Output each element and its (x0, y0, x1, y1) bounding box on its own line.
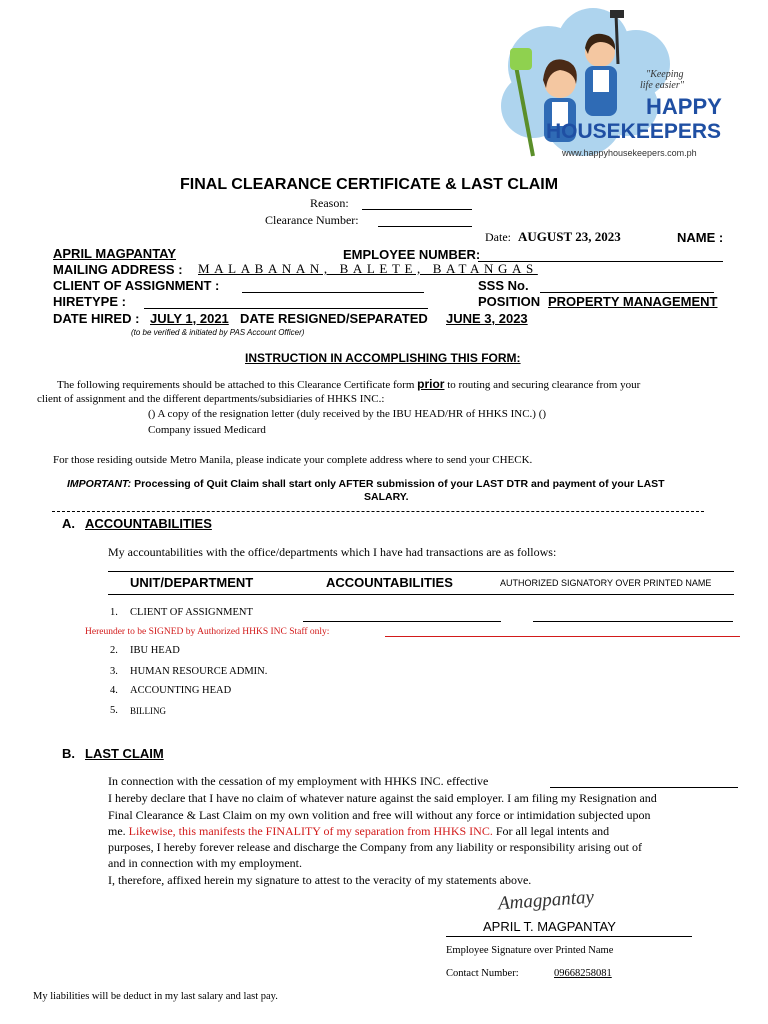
instructions-line-3: () A copy of the resignation letter (duly received by the IBU HEAD/HR of HHKS INC.) () (148, 408, 547, 420)
last-claim-p7: I, therefore, affixed herein my signature to attest to the veracity of my statements above. (108, 873, 532, 887)
instructions-prior: prior (417, 377, 445, 391)
contact-number-label: Contact Number: (446, 968, 519, 979)
instructions-heading: INSTRUCTION IN ACCOMPLISHING THIS FORM: (245, 351, 521, 365)
last-claim-p4 (108, 824, 609, 839)
last-claim-p4a: me. (108, 824, 126, 838)
sss-label: SSS No. (478, 278, 529, 293)
effective-date-field[interactable] (550, 787, 738, 788)
logo-brand-1: HAPPY (646, 94, 722, 119)
client-of-assignment-label: CLIENT OF ASSIGNMENT : (53, 278, 220, 293)
last-claim-p1: In connection with the cessation of my employment with HHKS INC. effective (108, 774, 489, 788)
section-divider (52, 511, 704, 512)
date-hired-label: DATE HIRED : (53, 311, 140, 326)
instructions-line-1 (57, 377, 640, 391)
footer-note: My liabilities will be deduct in my last salary and last pay. (33, 991, 278, 1002)
item-2-label: IBU HEAD (130, 645, 180, 656)
important-text-1: Processing of Quit Claim shall start only AFTER submission of your LAST DTR and payment of your LAST (134, 478, 665, 490)
date-resigned-value: JUNE 3, 2023 (446, 311, 528, 326)
hereunder-rule (385, 636, 740, 637)
logo-tagline-2: life easier" (640, 80, 684, 91)
date-resigned-label: DATE RESIGNED/SEPARATED (240, 311, 428, 326)
last-claim-p6: and in connection with my employment. (108, 856, 302, 870)
item-4-label: ACCOUNTING HEAD (130, 685, 232, 696)
logo-url: www.happyhousekeepers.com.ph (562, 148, 697, 158)
signature-line[interactable] (446, 936, 692, 937)
item-5-label: BILLING (130, 706, 166, 716)
signature-caption: Employee Signature over Printed Name (446, 945, 614, 956)
date-hired-value: JULY 1, 2021 (150, 311, 229, 326)
col-accountabilities: ACCOUNTABILITIES (326, 575, 453, 590)
document-title: FINAL CLEARANCE CERTIFICATE & LAST CLAIM (180, 176, 559, 193)
item-3-number: 3. (110, 666, 118, 677)
happy-housekeepers-logo (488, 6, 728, 166)
clearance-number-field[interactable] (378, 226, 472, 227)
hiretype-label: HIRETYPE : (53, 294, 126, 309)
important-note (67, 478, 665, 490)
item-3-label: HUMAN RESOURCE ADMIN. (130, 666, 268, 677)
instructions-line-1a: The following requirements should be attached to this Clearance Certificate form (57, 379, 415, 391)
table-header-rule (108, 594, 734, 595)
client-of-assignment-field[interactable] (242, 292, 424, 293)
position-label: POSITION (478, 294, 541, 309)
reason-field[interactable] (362, 209, 472, 210)
item-5-number: 5. (110, 705, 118, 716)
item-2-number: 2. (110, 645, 118, 656)
section-a-letter: A. (62, 516, 75, 531)
printed-name: APRIL T. MAGPANTAY (483, 919, 616, 934)
important-label: IMPORTANT: (67, 478, 132, 490)
col-authorized-signatory: AUTHORIZED SIGNATORY OVER PRINTED NAME (500, 578, 712, 588)
sss-field[interactable] (540, 292, 714, 293)
last-claim-p5: purposes, I hereby forever release and discharge the Company from any liability or responsibility arising out of (108, 840, 642, 854)
reason-label: Reason: (310, 196, 349, 210)
section-a-heading: ACCOUNTABILITIES (85, 516, 212, 531)
last-claim-p2: I hereby declare that I have no claim of whatever nature against the said employer. I am filing my Resignation and (108, 791, 657, 805)
hereunder-note: Hereunder to be SIGNED by Authorized HHKS INC Staff only: (85, 627, 330, 637)
last-claim-p4b: For all legal intents and (495, 824, 610, 838)
hiretype-field[interactable] (144, 308, 428, 309)
section-b-letter: B. (62, 746, 75, 761)
table-top-rule (108, 571, 734, 572)
item-1-accountabilities-field[interactable] (303, 621, 501, 622)
position-value: PROPERTY MANAGEMENT (548, 294, 718, 309)
last-claim-p3: Final Clearance & Last Claim on my own volition and free will without any force or intimidation subjected upon (108, 808, 651, 822)
instructions-line-2: client of assignment and the different departments/subsidiaries of HHKS INC.: (37, 393, 385, 405)
contact-number-value: 09668258081 (554, 968, 612, 979)
item-1-signatory-field[interactable] (533, 621, 733, 622)
instructions-line-5: For those residing outside Metro Manila, please indicate your complete address where to send your CHECK. (53, 454, 533, 466)
mailing-address-label: MAILING ADDRESS : (53, 262, 183, 277)
instructions-line-4: Company issued Medicard (148, 424, 266, 436)
item-4-number: 4. (110, 685, 118, 696)
employee-number-label: EMPLOYEE NUMBER: (343, 247, 481, 262)
item-1-label: CLIENT OF ASSIGNMENT (130, 607, 253, 618)
logo-brand-2: HOUSEKEEPERS (546, 120, 722, 143)
employee-name: APRIL MAGPANTAY (53, 246, 177, 261)
date-label: Date: (485, 230, 511, 244)
important-text-2: SALARY. (364, 491, 409, 503)
mailing-address-value: MALABANAN, BALETE, BATANGAS (198, 261, 538, 276)
instructions-line-1b: to routing and securing clearance from your (447, 379, 641, 391)
item-1-number: 1. (110, 607, 118, 618)
verify-note: (to be verified & initiated by PAS Account Officer) (131, 328, 305, 337)
finality-statement: Likewise, this manifests the FINALITY of my separation from HHKS INC. (128, 824, 493, 838)
section-b-heading: LAST CLAIM (85, 746, 164, 761)
accountabilities-intro: My accountabilities with the office/departments which I have had transactions are as follows: (108, 545, 557, 559)
clearance-number-label: Clearance Number: (265, 213, 359, 227)
handwritten-signature: Amagpantay (497, 886, 595, 915)
name-label: NAME : (677, 230, 724, 245)
date-value: AUGUST 23, 2023 (518, 229, 621, 244)
logo-tagline-1: "Keeping (646, 69, 684, 80)
col-unit-department: UNIT/DEPARTMENT (130, 575, 254, 590)
